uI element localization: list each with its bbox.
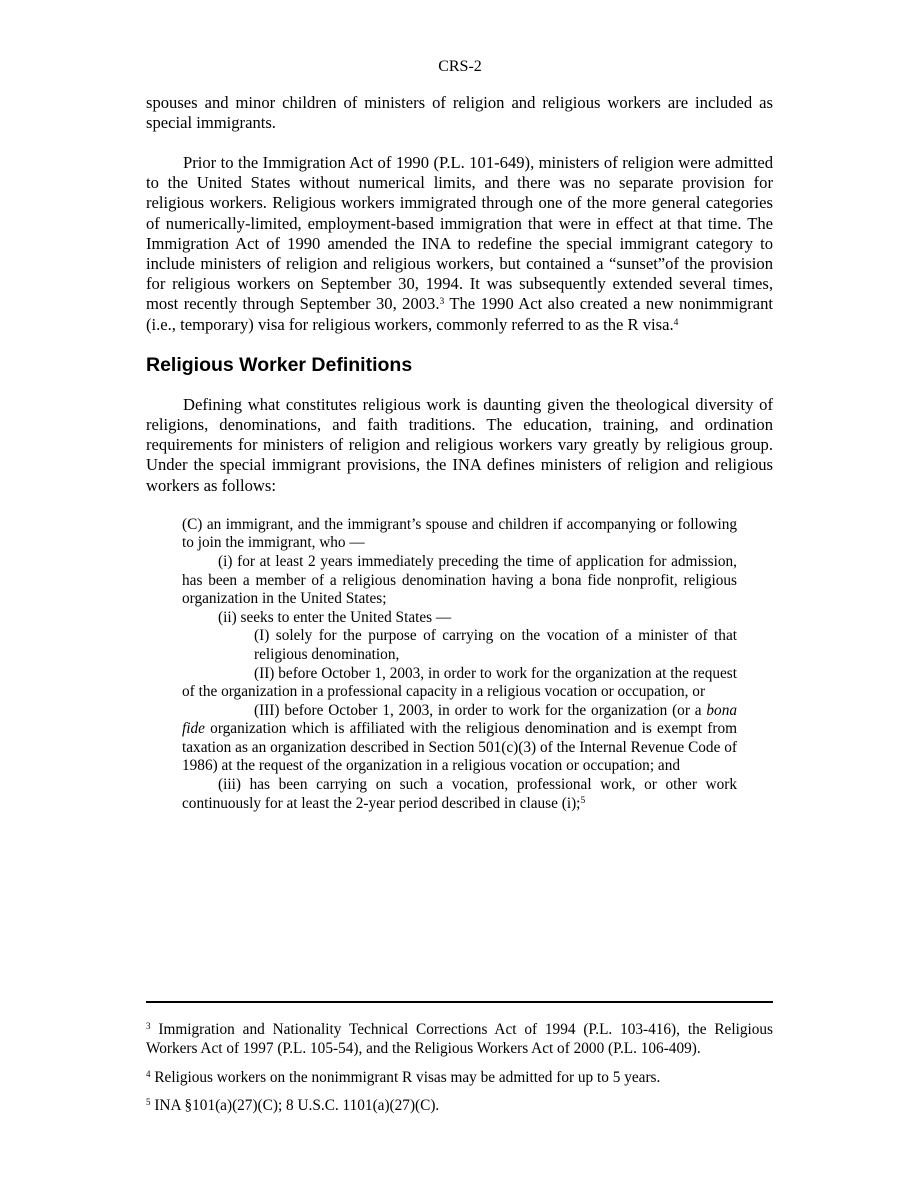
quote-italic-bona-fide: bona fide xyxy=(182,701,737,738)
paragraph-continuation: spouses and minor children of ministers of religion and religious workers are included as special immigrants. xyxy=(146,93,773,133)
footnote-4 xyxy=(146,1068,773,1087)
footnote-number: 5 xyxy=(146,1097,151,1107)
quote-clause-ii-III xyxy=(182,702,737,776)
quote-clause-ii: (ii) seeks to enter the United States — xyxy=(218,608,452,626)
footnotes xyxy=(146,1020,773,1125)
footnote-number: 4 xyxy=(146,1068,151,1079)
quote-clause-i: (i) for at least 2 years immediately preceding the time of application for admission, has been a member of a religious denomination having a bona fide nonprofit, religious organization in the United States; xyxy=(182,552,737,608)
footnote-ref-4: 4 xyxy=(673,317,679,328)
section-heading: Religious Worker Definitions xyxy=(146,353,413,376)
footnote-number: 3 xyxy=(146,1021,151,1031)
paragraph-definitions: Defining what constitutes religious work is daunting given the theological diversity of religions, denominations, and faith traditions. The education, training, and ordination requirements for ministers of religion and religious workers vary greatly by religious group. Under the special immigrant provisions, the INA defines ministers of religion and religious workers as follows: xyxy=(146,394,773,495)
block-quote xyxy=(182,516,737,814)
quote-clause-ii-I: (I) solely for the purpose of carrying on the vocation of a minister of that religious denomination, xyxy=(254,627,737,663)
footnote-text: Religious workers on the nonimmigrant R visas may be admitted for up to 5 years. xyxy=(154,1068,661,1086)
quote-clause-iii-text: (iii) has been carrying on such a vocation, professional work, or other work continuously for at least the 2-year period described in clause (i); xyxy=(182,776,737,812)
footnote-ref-3: 3 xyxy=(439,297,445,308)
footnote-3 xyxy=(146,1020,773,1058)
quote-clause-ii-III-text-2: organization which is affiliated with the religious denomination and is exempt from taxation as an organization described in Section 501(c)(3) of the Internal Revenue Code of 1986) at the request of the organization in a religious vocation or occupation; and xyxy=(182,720,737,775)
footnote-text: Immigration and Nationality Technical Corrections Act of 1994 (P.L. 103-416), the Religious Workers Act of 1997 (P.L. 105-54), and the Religious Workers Act of 2000 (P.L. 106-409). xyxy=(146,1021,773,1057)
quote-clause-ii-III-text: (III) before October 1, 2003, in order to work for the organization (or a xyxy=(254,701,707,719)
footnote-5 xyxy=(146,1096,773,1115)
quote-clause-c: (C) an immigrant, and the immigrant’s spouse and children if accompanying or following to join the immigrant, who — xyxy=(182,515,737,552)
footnote-text: INA §101(a)(27)(C); 8 U.S.C. 1101(a)(27)(C). xyxy=(154,1097,440,1114)
quote-clause-ii-II: (II) before October 1, 2003, in order to work for the organization at the request of the organization in a professional capacity in a religious vocation or occupation, or xyxy=(182,664,737,701)
paragraph-history xyxy=(146,153,773,335)
quote-clause-iii xyxy=(182,776,737,813)
footnote-divider xyxy=(146,1001,773,1003)
paragraph-history-text-2: The 1990 Act also created a new nonimmigrant (i.e., temporary) visa for religious workers, commonly referred to as the R visa. xyxy=(146,294,773,334)
main-content xyxy=(146,93,773,813)
page-number-header: CRS-2 xyxy=(438,58,482,75)
paragraph-history-text: Prior to the Immigration Act of 1990 (P.L. 101-649), ministers of religion were admitted to the United States without numerical limits, and there was no separate provision for religious workers. Religious workers immigrated through one of the more general categories of numerically-limited, employment-based immigration that were in effect at that time. The Immigration Act of 1990 amended the INA to redefine the special immigrant category to include ministers of religion and religious workers, but contained a “sunset”of the provision for religious workers on September 30, 1994. It was subsequently extended several times, most recently through September 30, 2003. xyxy=(146,152,773,314)
footnote-ref-5: 5 xyxy=(580,795,586,806)
